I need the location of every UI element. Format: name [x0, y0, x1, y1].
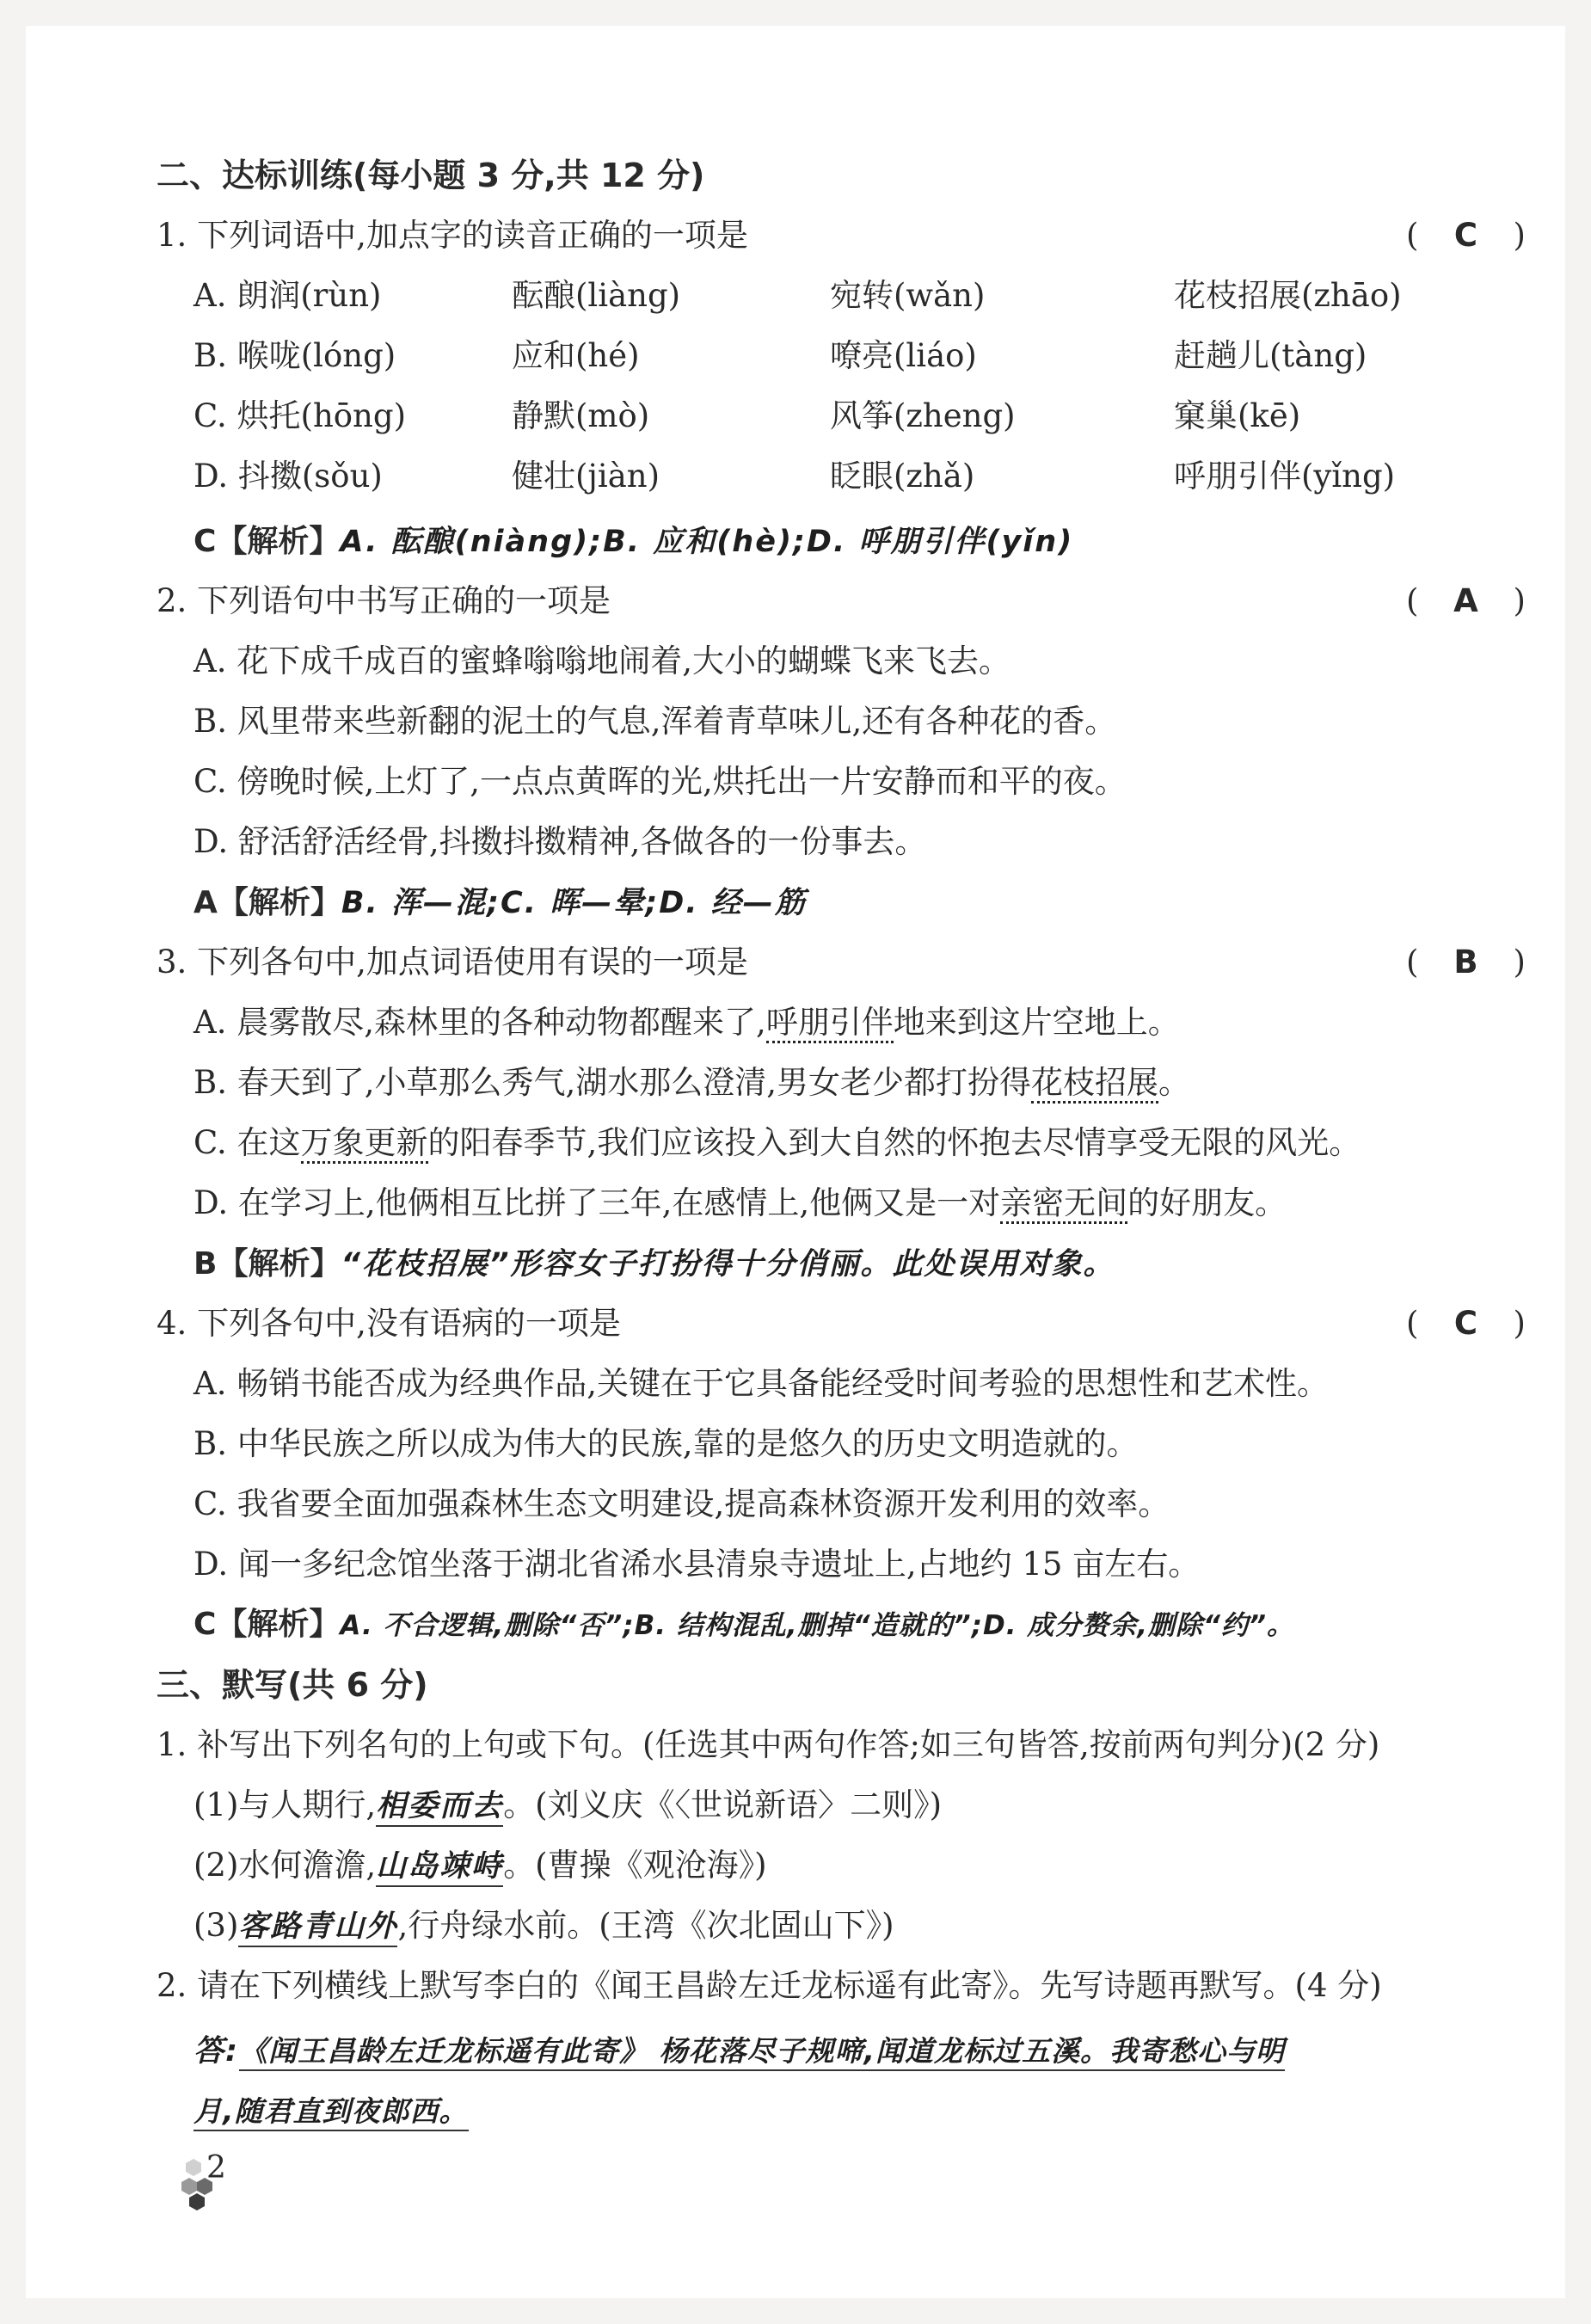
q3-d-text-2: 的好朋友。	[1127, 1184, 1287, 1221]
s3-q1-item-2-source: 。(曹操《观沧海》)	[503, 1847, 767, 1884]
q3-d-text-1: D. 在学习上,他俩相互比拼了三年,在感情上,他俩又是一对	[194, 1184, 1001, 1221]
q3-c-text-2: 的阳春季节,我们应该投入到大自然的怀抱去尽情享受无限的风光。	[427, 1124, 1361, 1161]
q2-option-b: B. 风里带来些新翻的泥土的气息,浑着青草味儿,还有各种花的香。	[194, 703, 1117, 740]
q1-b-word-2: 应和(hé)	[512, 337, 640, 374]
s3-q1-item-1-source: 。(刘义庆《〈世说新语〉二则》)	[503, 1786, 943, 1823]
q1-c-word-3: 风筝(zheng)	[830, 397, 1016, 434]
q2-option-d: D. 舒活舒活经骨,抖擞抖擞精神,各做各的一份事去。	[194, 823, 927, 860]
q3-a-text-2: 地来到这片空地上。	[893, 1004, 1180, 1041]
q1-option-c	[194, 396, 1570, 437]
q1-option-a	[194, 275, 1570, 317]
s3-q1-item-3-prompt: (3)	[194, 1907, 239, 1944]
q1-answer: C	[1453, 217, 1478, 254]
q2-option-c: C. 傍晚时候,上灯了,一点点黄晖的光,烘托出一片安静而和平的夜。	[194, 763, 1127, 800]
q4-answer-bracket: ( C )	[1406, 1303, 1526, 1344]
s3-q1-item-3-answer: 客路青山外	[238, 1909, 397, 1947]
q1-d-word-4: 呼朋引伴(yǐng)	[1174, 458, 1396, 495]
q1-d-word-3: 眨眼(zhǎ)	[830, 458, 975, 495]
s3-q1-item-3	[194, 1905, 894, 1947]
q3-answer-bracket: ( B )	[1406, 942, 1526, 983]
s3-q1-item-2-answer: 山岛竦峙	[376, 1849, 503, 1887]
q1-answer-bracket: ( C )	[1406, 215, 1526, 256]
s3-q1-item-2	[194, 1845, 767, 1887]
q1-b-word-1: B. 喉咙(lóng)	[194, 337, 396, 374]
q4-analysis-label: C【解析】	[194, 1607, 341, 1642]
q4-analysis-text: A. 不合逻辑,删除“否”;B. 结构混乱,删掉“造就的”;D. 成分赘余,删除“约”。	[340, 1610, 1294, 1641]
q3-option-c	[194, 1122, 1361, 1164]
q1-b-word-3: 嘹亮(liáo)	[830, 337, 977, 374]
q1-analysis-label: C【解析】	[194, 524, 341, 559]
s3-q2-answer-line-1	[194, 2030, 1285, 2072]
q3-answer: B	[1453, 944, 1478, 981]
s3-q1-stem: 1. 补写出下列名句的上句或下句。(任选其中两句作答;如三句皆答,按前两句判分)(2 分)	[157, 1726, 1380, 1763]
q3-option-d	[194, 1183, 1287, 1224]
q3-analysis-text: “花枝招展”形容女子打扮得十分俏丽。此处误用对象。	[341, 1247, 1115, 1282]
q1-c-word-1: C. 烘托(hōng)	[194, 397, 407, 434]
section-2-points: (每小题 3 分,共 12 分)	[353, 157, 705, 194]
s3-q1-item-1-prompt: (1)与人期行,	[194, 1786, 377, 1823]
q1-option-d	[194, 456, 1570, 497]
q3-c-text-1: C. 在这	[194, 1124, 301, 1161]
q3-a-dotted-phrase: 呼朋引伴	[766, 1004, 894, 1043]
section-2-heading	[157, 155, 704, 196]
s3-q2-stem: 2. 请在下列横线上默写李白的《闻王昌龄左迁龙标遥有此寄》。先写诗题再默写。(4 分)	[157, 1967, 1382, 2004]
q4-answer: C	[1453, 1305, 1478, 1342]
q1-d-word-2: 健壮(jiàn)	[512, 458, 660, 495]
workbook-page	[26, 26, 1565, 2298]
q3-option-a	[194, 1002, 1180, 1043]
q1-a-word-4: 花枝招展(zhāo)	[1174, 277, 1402, 314]
q1-a-word-1: A. 朗润(rùn)	[194, 277, 382, 314]
q3-a-text-1: A. 晨雾散尽,森林里的各种动物都醒来了,	[194, 1004, 766, 1041]
q1-analysis	[194, 520, 1073, 563]
q3-option-b	[194, 1062, 1190, 1104]
q3-b-text-2: 。	[1158, 1064, 1190, 1101]
q1-d-word-1: D. 抖擞(sǒu)	[194, 458, 383, 495]
q1-c-word-4: 窠巢(kē)	[1174, 397, 1301, 434]
q4-option-b: B. 中华民族之所以成为伟大的民族,靠的是悠久的历史文明造就的。	[194, 1425, 1139, 1462]
q2-answer: A	[1453, 582, 1478, 619]
section-2-title: 二、达标训练	[157, 157, 353, 194]
s3-q1-item-3-source: ,行舟绿水前。(王湾《次北固山下》)	[397, 1907, 894, 1944]
q4-stem: 4. 下列各句中,没有语病的一项是	[157, 1305, 621, 1342]
s3-q2-answer-text-1: 《闻王昌龄左迁龙标遥有此寄》 杨花落尽子规啼,闻道龙标过五溪。我寄愁心与明	[239, 2034, 1285, 2071]
q2-analysis-label: A【解析】	[194, 885, 341, 920]
q3-analysis	[194, 1243, 1115, 1285]
q1-stem: 1. 下列词语中,加点字的读音正确的一项是	[157, 217, 748, 254]
q4-option-c: C. 我省要全面加强森林生态文明建设,提高森林资源开发利用的效率。	[194, 1485, 1170, 1522]
page-number: 2	[206, 2150, 226, 2186]
q2-stem: 2. 下列语句中书写正确的一项是	[157, 582, 611, 619]
q4-option-d: D. 闻一多纪念馆坐落于湖北省浠水县清泉寺遗址上,占地约 15 亩左右。	[194, 1546, 1201, 1583]
q3-c-dotted-phrase: 万象更新	[301, 1124, 428, 1164]
q2-answer-bracket: ( A )	[1406, 581, 1526, 622]
q1-c-word-2: 静默(mò)	[512, 397, 650, 434]
q1-analysis-text: A. 酝酿(niàng);B. 应和(hè);D. 呼朋引伴(yǐn)	[340, 525, 1074, 559]
q1-a-word-2: 酝酿(liàng)	[512, 277, 681, 314]
q1-option-b	[194, 335, 1570, 377]
q4-analysis	[194, 1604, 1294, 1646]
s3-q1-item-1-answer: 相委而去	[376, 1789, 503, 1827]
section-3-heading	[157, 1664, 428, 1706]
q4-option-a: A. 畅销书能否成为经典作品,关键在于它具备能经受时间考验的思想性和艺术性。	[194, 1365, 1330, 1402]
s3-q2-answer-line-2	[194, 2090, 469, 2132]
q1-b-word-4: 赶趟儿(tàng)	[1174, 337, 1367, 374]
q3-b-text-1: B. 春天到了,小草那么秀气,湖水那么澄清,男女老少都打扮得	[194, 1064, 1031, 1101]
q2-option-a: A. 花下成千成百的蜜蜂嗡嗡地闹着,大小的蝴蝶飞来飞去。	[194, 642, 1011, 679]
s3-q2-answer-text-2: 月,随君直到夜郎西。	[194, 2094, 469, 2131]
q3-b-dotted-phrase: 花枝招展	[1031, 1064, 1158, 1104]
q2-analysis-text: B. 浑—混;C. 晖—晕;D. 经—筋	[341, 886, 807, 920]
section-3-title: 三、默写	[157, 1666, 288, 1704]
q2-analysis	[194, 882, 807, 924]
q3-d-dotted-phrase: 亲密无间	[1000, 1184, 1127, 1224]
q3-stem: 3. 下列各句中,加点词语使用有误的一项是	[157, 944, 748, 981]
section-3-points: (共 6 分)	[287, 1666, 428, 1704]
s3-q1-item-2-prompt: (2)水何澹澹,	[194, 1847, 377, 1884]
q3-analysis-label: B【解析】	[194, 1246, 341, 1282]
q1-a-word-3: 宛转(wǎn)	[830, 277, 986, 314]
s3-q2-answer-label: 答:	[194, 2034, 239, 2069]
s3-q1-item-1	[194, 1785, 942, 1827]
